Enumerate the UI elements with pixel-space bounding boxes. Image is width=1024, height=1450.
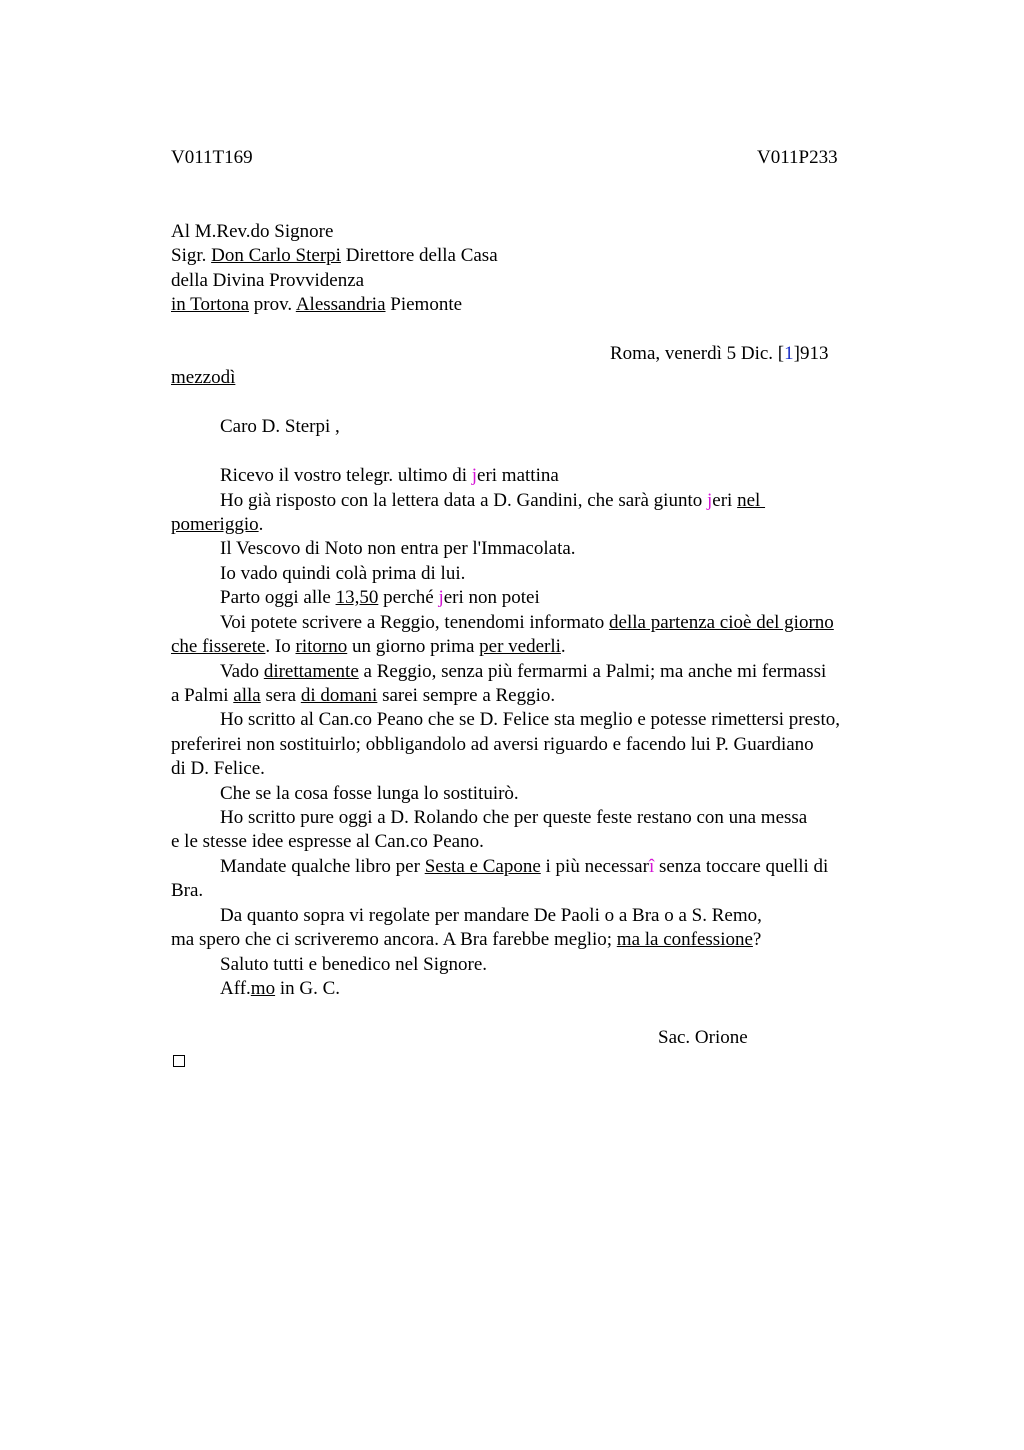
body-line: Che se la cosa fosse lunga lo sostituirò.	[220, 783, 519, 804]
body-line: Voi potete scrivere a Reggio, tenendomi informato della partenza cioè del giorno	[220, 612, 834, 633]
body-line: a Palmi alla sera di domani sarei sempre a Reggio.	[171, 685, 556, 706]
end-square-icon	[173, 1055, 185, 1067]
body-line: Ho scritto al Can.co Peano che se D. Felice sta meglio e potesse rimettersi presto,	[220, 709, 840, 730]
body-line: Ho scritto pure oggi a D. Rolando che per queste feste restano con una messa	[220, 807, 808, 828]
dateline: Roma, venerdì 5 Dic. [1]913	[610, 343, 829, 364]
body-line: Mandate qualche libro per Sesta e Capone i più necessarî senza toccare quelli di	[220, 856, 829, 877]
body-line: Parto oggi alle 13,50 perché jeri non potei	[220, 587, 540, 608]
body-line: Il Vescovo di Noto non entra per l'Immacolata.	[220, 538, 576, 559]
body-line: che fisserete. Io ritorno un giorno prima per vederli.	[171, 636, 566, 657]
signature: Sac. Orione	[658, 1027, 748, 1048]
body-line: Io vado quindi colà prima di lui.	[220, 563, 466, 584]
greeting: Caro D. Sterpi ,	[220, 416, 340, 437]
address-line-4: in Tortona prov. Alessandria Piemonte	[171, 294, 463, 315]
body-line: ma spero che ci scriveremo ancora. A Bra farebbe meglio; ma la confessione?	[171, 929, 762, 950]
body-line: preferirei non sostituirlo; obbligandolo ad aversi riguardo e facendo lui P. Guardiano	[171, 734, 814, 755]
body-line: Vado direttamente a Reggio, senza più fermarmi a Palmi; ma anche mi fermassi	[220, 661, 827, 682]
body-line: Bra.	[171, 880, 204, 901]
address-line-3: della Divina Provvidenza	[171, 270, 365, 291]
body-line: Saluto tutti e benedico nel Signore.	[220, 954, 488, 975]
closing-line: Aff.mo in G. C.	[220, 978, 341, 999]
address-line-2: Sigr. Don Carlo Sterpi Direttore della Casa	[171, 245, 498, 266]
dateline-time: mezzodì	[171, 367, 236, 388]
body-line: Ricevo il vostro telegr. ultimo di jeri mattina	[220, 465, 559, 486]
left-code: V011T169	[171, 147, 253, 168]
body-line: e le stesse idee espresse al Can.co Peano.	[171, 831, 484, 852]
right-code: V011P233	[757, 147, 838, 168]
body-line: Da quanto sopra vi regolate per mandare De Paoli o a Bra o a S. Remo,	[220, 905, 762, 926]
address-line-1: Al M.Rev.do Signore	[171, 221, 334, 242]
body-line: Ho già risposto con la lettera data a D. Gandini, che sarà giunto jeri nel	[220, 490, 766, 511]
body-line: di D. Felice.	[171, 758, 265, 779]
body-line: pomeriggio.	[171, 514, 264, 535]
